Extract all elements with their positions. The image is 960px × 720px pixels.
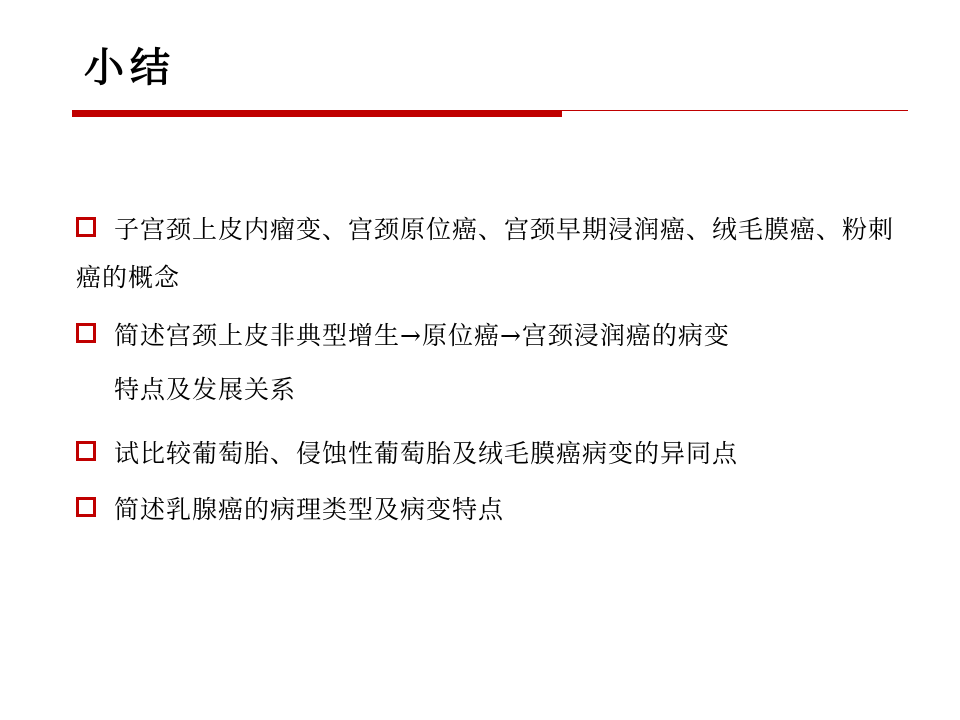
bullet-text: 简述乳腺癌的病理类型及病变特点: [114, 495, 505, 524]
bullet-list: [76, 206, 896, 534]
hollow-square-icon: [76, 323, 96, 343]
bullet-text: 子宫颈上皮内瘤变、宫颈原位癌、宫颈早期浸润癌、绒毛膜癌、粉刺癌的概念: [76, 215, 895, 292]
bullet-text: 简述宫颈上皮非典型增生→原位癌→宫颈浸润癌的病变: [114, 321, 730, 350]
hollow-square-icon: [76, 497, 96, 517]
bullet-text: 试比较葡萄胎、侵蚀性葡萄胎及绒毛膜癌病变的异同点: [114, 439, 739, 468]
hollow-square-icon: [76, 441, 96, 461]
slide-title: 小结: [84, 45, 176, 91]
bullet-line: [76, 312, 896, 360]
title-underline-thick: [72, 111, 562, 117]
bullet-item: [76, 312, 896, 420]
bullet-text-continuation: 特点及发展关系: [114, 375, 297, 404]
bullet-item: [76, 430, 896, 478]
hollow-square-icon: [76, 217, 96, 237]
bullet-item: [76, 206, 896, 302]
bullet-item: [76, 486, 896, 534]
